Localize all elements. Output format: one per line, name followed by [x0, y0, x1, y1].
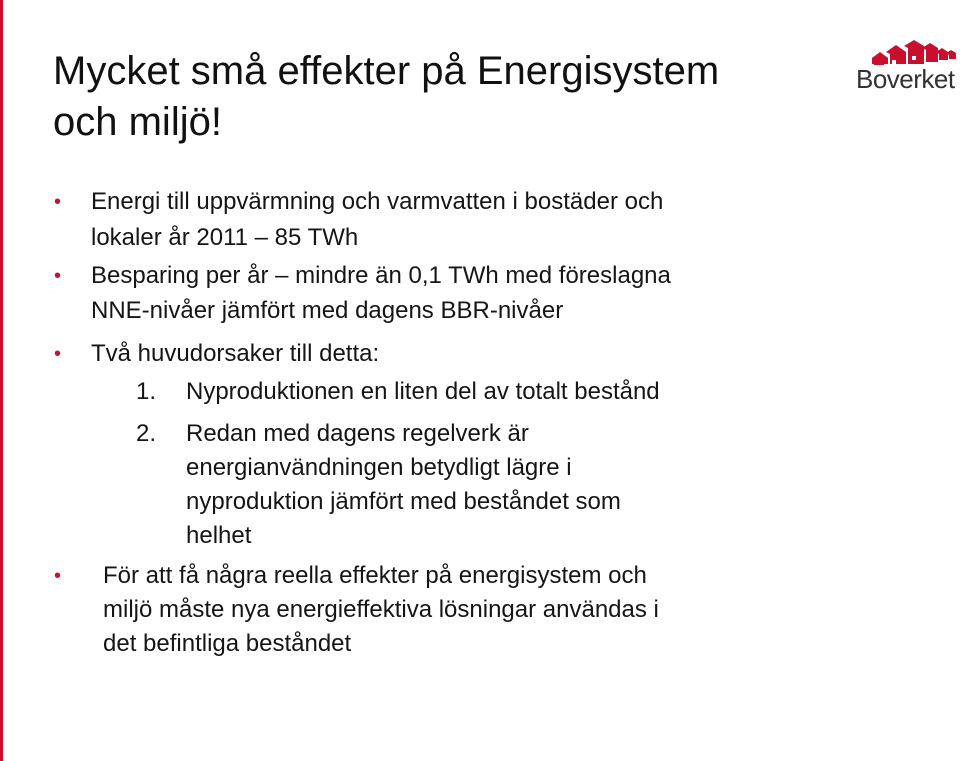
house-roofs-icon	[872, 38, 960, 66]
bullet-4-line-3: det befintliga beståndet	[103, 630, 352, 657]
bullet-1-line-2: lokaler år 2011 – 85 TWh	[91, 224, 359, 251]
bullet-marker: •	[54, 565, 62, 587]
bullet-marker: •	[54, 191, 62, 213]
subitem-2-number: 2.	[136, 420, 157, 447]
slide-title-line-1: Mycket små effekter på Energisystem	[53, 49, 720, 93]
bullet-3-line-1: Två huvudorsaker till detta:	[91, 340, 380, 367]
boverket-logo-text: Boverket	[856, 64, 955, 94]
boverket-logo	[856, 38, 960, 96]
subitem-2-line-2: energianvändningen betydligt lägre i	[186, 454, 572, 481]
subitem-1-number: 1.	[136, 378, 157, 405]
slide-title-line-2: och miljö!	[53, 100, 222, 144]
bullet-marker: •	[54, 343, 62, 365]
bullet-2-line-2: NNE-nivåer jämfört med dagens BBR-nivåer	[91, 297, 564, 324]
subitem-2-line-1: Redan med dagens regelverk är	[186, 420, 529, 447]
slide-title	[53, 46, 813, 148]
subitem-2-line-4: helhet	[186, 522, 252, 549]
bullet-4-line-2: miljö måste nya energieffektiva lösningar användas i	[103, 596, 659, 623]
bullet-marker: •	[54, 265, 62, 287]
bullet-4-line-1: För att få några reella effekter på energisystem och	[103, 562, 647, 589]
bullet-2-line-1: Besparing per år – mindre än 0,1 TWh med föreslagna	[91, 262, 671, 289]
subitem-1-line-1: Nyproduktionen en liten del av totalt bestånd	[186, 378, 660, 405]
left-accent-rule	[0, 0, 3, 761]
bullet-1-line-1: Energi till uppvärmning och varmvatten i bostäder och	[91, 188, 664, 215]
subitem-2-line-3: nyproduktion jämfört med beståndet som	[186, 488, 621, 515]
